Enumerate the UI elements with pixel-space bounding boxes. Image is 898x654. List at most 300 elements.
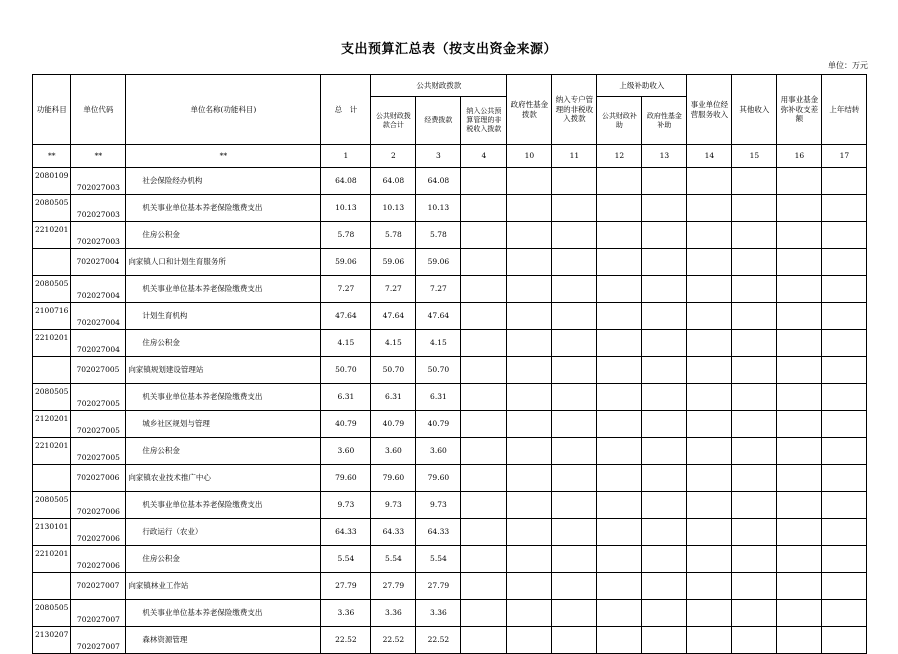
empty-cell <box>461 573 507 600</box>
empty-cell <box>461 249 507 276</box>
unit-name-cell: 计划生育机构 <box>126 303 321 330</box>
funding-cell: 64.08 <box>416 168 461 195</box>
empty-cell <box>552 249 597 276</box>
table-header <box>33 75 867 168</box>
unit-code-cell: 702027005 <box>71 438 126 465</box>
empty-cell <box>642 276 687 303</box>
empty-cell <box>642 627 687 654</box>
total-cell: 27.79 <box>321 573 371 600</box>
funding-cell: 4.15 <box>416 330 461 357</box>
empty-cell <box>597 627 642 654</box>
func-code-cell <box>33 465 71 492</box>
public-fiscal-sum-cell: 27.79 <box>371 573 416 600</box>
empty-cell <box>642 303 687 330</box>
index-cell: 13 <box>642 145 687 168</box>
unit-name-cell: 向家镇林业工作站 <box>126 573 321 600</box>
empty-cell <box>822 411 867 438</box>
empty-cell <box>777 195 822 222</box>
empty-cell <box>687 573 732 600</box>
func-code-cell: 2210201 <box>33 330 71 357</box>
budget-table <box>32 74 867 654</box>
empty-cell <box>777 546 822 573</box>
empty-cell <box>732 168 777 195</box>
empty-cell <box>552 519 597 546</box>
empty-cell <box>642 546 687 573</box>
empty-cell <box>597 384 642 411</box>
empty-cell <box>777 411 822 438</box>
table-row <box>33 627 867 654</box>
funding-cell: 50.70 <box>416 357 461 384</box>
unit-code-cell: 702027006 <box>71 519 126 546</box>
func-code-cell: 2130101 <box>33 519 71 546</box>
empty-cell <box>687 546 732 573</box>
index-cell: 16 <box>777 145 822 168</box>
unit-code-cell: 702027003 <box>71 168 126 195</box>
index-cell: 17 <box>822 145 867 168</box>
header-public-fiscal: 公共财政拨款 <box>371 75 507 97</box>
total-cell: 9.73 <box>321 492 371 519</box>
empty-cell <box>642 600 687 627</box>
unit-name-cell: 机关事业单位基本养老保险缴费支出 <box>126 276 321 303</box>
page-title: 支出预算汇总表（按支出资金来源） <box>340 42 557 57</box>
unit-name-cell: 森林资源管理 <box>126 627 321 654</box>
public-fiscal-sum-cell: 4.15 <box>371 330 416 357</box>
empty-cell <box>822 168 867 195</box>
table-row <box>33 303 867 330</box>
funding-cell: 22.52 <box>416 627 461 654</box>
total-cell: 64.08 <box>321 168 371 195</box>
unit-name-cell: 住房公积金 <box>126 438 321 465</box>
empty-cell <box>777 438 822 465</box>
total-cell: 50.70 <box>321 357 371 384</box>
empty-cell <box>777 384 822 411</box>
table-row <box>33 330 867 357</box>
index-cell: 14 <box>687 145 732 168</box>
empty-cell <box>777 222 822 249</box>
empty-cell <box>822 519 867 546</box>
func-code-cell: 2120201 <box>33 411 71 438</box>
func-code-cell: 2210201 <box>33 438 71 465</box>
unit-code-cell: 702027004 <box>71 249 126 276</box>
empty-cell <box>822 357 867 384</box>
funding-cell: 9.73 <box>416 492 461 519</box>
empty-cell <box>732 411 777 438</box>
public-fiscal-sum-cell: 47.64 <box>371 303 416 330</box>
func-code-cell: 2210201 <box>33 222 71 249</box>
public-fiscal-sum-cell: 6.31 <box>371 384 416 411</box>
funding-cell: 5.54 <box>416 546 461 573</box>
empty-cell <box>552 438 597 465</box>
empty-cell <box>461 276 507 303</box>
empty-cell <box>552 195 597 222</box>
unit-code-cell: 702027007 <box>71 627 126 654</box>
empty-cell <box>732 195 777 222</box>
empty-cell <box>732 438 777 465</box>
empty-cell <box>507 465 552 492</box>
unit-code-cell: 702027007 <box>71 600 126 627</box>
empty-cell <box>687 303 732 330</box>
header-other-income: 其他收入 <box>732 75 777 145</box>
table-row <box>33 546 867 573</box>
table-body <box>33 168 867 654</box>
total-cell: 5.54 <box>321 546 371 573</box>
empty-cell <box>552 600 597 627</box>
empty-cell <box>732 357 777 384</box>
empty-cell <box>687 438 732 465</box>
empty-cell <box>822 627 867 654</box>
table-row <box>33 276 867 303</box>
func-code-cell: 2100716 <box>33 303 71 330</box>
func-code-cell: 2080505 <box>33 276 71 303</box>
header-funding: 经费拨款 <box>416 97 461 145</box>
unit-name-cell: 向家镇规划建设管理站 <box>126 357 321 384</box>
empty-cell <box>642 384 687 411</box>
total-cell: 7.27 <box>321 276 371 303</box>
empty-cell <box>552 276 597 303</box>
empty-cell <box>822 249 867 276</box>
func-code-cell: 2130207 <box>33 627 71 654</box>
empty-cell <box>777 249 822 276</box>
empty-cell <box>597 195 642 222</box>
table-row <box>33 357 867 384</box>
public-fiscal-sum-cell: 7.27 <box>371 276 416 303</box>
unit-code-cell: 702027005 <box>71 411 126 438</box>
empty-cell <box>777 600 822 627</box>
empty-cell <box>642 357 687 384</box>
empty-cell <box>822 546 867 573</box>
empty-cell <box>732 276 777 303</box>
index-cell: ** <box>126 145 321 168</box>
empty-cell <box>461 600 507 627</box>
empty-cell <box>687 492 732 519</box>
unit-code-cell: 702027006 <box>71 465 126 492</box>
funding-cell: 64.33 <box>416 519 461 546</box>
empty-cell <box>687 330 732 357</box>
empty-cell <box>597 357 642 384</box>
public-fiscal-sum-cell: 5.54 <box>371 546 416 573</box>
empty-cell <box>642 519 687 546</box>
table-row <box>33 249 867 276</box>
table-row <box>33 465 867 492</box>
empty-cell <box>552 492 597 519</box>
unit-code-cell: 702027005 <box>71 357 126 384</box>
empty-cell <box>552 573 597 600</box>
empty-cell <box>822 222 867 249</box>
empty-cell <box>822 303 867 330</box>
index-cell: ** <box>33 145 71 168</box>
table-row <box>33 519 867 546</box>
empty-cell <box>687 384 732 411</box>
func-code-cell <box>33 573 71 600</box>
func-code-cell <box>33 249 71 276</box>
empty-cell <box>507 546 552 573</box>
empty-cell <box>552 222 597 249</box>
unit-code-cell: 702027006 <box>71 546 126 573</box>
funding-cell: 59.06 <box>416 249 461 276</box>
table-row <box>33 222 867 249</box>
empty-cell <box>642 573 687 600</box>
empty-cell <box>597 546 642 573</box>
unit-name-cell: 向家镇农业技术推广中心 <box>126 465 321 492</box>
empty-cell <box>642 222 687 249</box>
empty-cell <box>777 627 822 654</box>
empty-cell <box>732 492 777 519</box>
empty-cell <box>822 573 867 600</box>
unit-name-cell: 行政运行（农业） <box>126 519 321 546</box>
empty-cell <box>687 168 732 195</box>
func-code-cell: 2210201 <box>33 546 71 573</box>
empty-cell <box>777 357 822 384</box>
empty-cell <box>461 465 507 492</box>
empty-cell <box>461 438 507 465</box>
public-fiscal-sum-cell: 50.70 <box>371 357 416 384</box>
funding-cell: 5.78 <box>416 222 461 249</box>
header-fund-deficit: 用事业基金弥补收支差额 <box>777 75 822 145</box>
empty-cell <box>507 168 552 195</box>
empty-cell <box>552 546 597 573</box>
empty-cell <box>822 384 867 411</box>
empty-cell <box>597 168 642 195</box>
empty-cell <box>822 600 867 627</box>
empty-cell <box>597 411 642 438</box>
empty-cell <box>642 465 687 492</box>
empty-cell <box>687 357 732 384</box>
unit-name-cell: 住房公积金 <box>126 546 321 573</box>
unit-name-cell: 机关事业单位基本养老保险缴费支出 <box>126 195 321 222</box>
empty-cell <box>552 465 597 492</box>
empty-cell <box>461 330 507 357</box>
public-fiscal-sum-cell: 64.33 <box>371 519 416 546</box>
empty-cell <box>822 330 867 357</box>
total-cell: 5.78 <box>321 222 371 249</box>
header-func-code: 功能科目 <box>33 75 71 145</box>
funding-cell: 79.60 <box>416 465 461 492</box>
funding-cell: 6.31 <box>416 384 461 411</box>
empty-cell <box>507 276 552 303</box>
header-superior-subsidy: 上级补助收入 <box>597 75 687 97</box>
public-fiscal-sum-cell: 22.52 <box>371 627 416 654</box>
unit-code-cell: 702027006 <box>71 492 126 519</box>
public-fiscal-sum-cell: 3.36 <box>371 600 416 627</box>
empty-cell <box>732 384 777 411</box>
public-fiscal-sum-cell: 5.78 <box>371 222 416 249</box>
index-cell: 10 <box>507 145 552 168</box>
empty-cell <box>552 627 597 654</box>
empty-cell <box>507 600 552 627</box>
unit-label: 单位：万元 <box>828 61 868 70</box>
empty-cell <box>777 168 822 195</box>
header-gov-fund: 政府性基金拨款 <box>507 75 552 145</box>
table-row <box>33 411 867 438</box>
total-cell: 10.13 <box>321 195 371 222</box>
empty-cell <box>507 195 552 222</box>
index-cell: 2 <box>371 145 416 168</box>
unit-code-cell: 702027004 <box>71 330 126 357</box>
table-row <box>33 573 867 600</box>
empty-cell <box>642 438 687 465</box>
unit-code-cell: 702027004 <box>71 303 126 330</box>
empty-cell <box>461 222 507 249</box>
header-sub-gov-fund: 政府性基金补助 <box>642 97 687 145</box>
table-row <box>33 168 867 195</box>
index-cell: ** <box>71 145 126 168</box>
unit-code-cell: 702027003 <box>71 195 126 222</box>
empty-cell <box>507 357 552 384</box>
empty-cell <box>461 195 507 222</box>
total-cell: 64.33 <box>321 519 371 546</box>
func-code-cell: 2080109 <box>33 168 71 195</box>
empty-cell <box>461 546 507 573</box>
empty-cell <box>597 249 642 276</box>
unit-code-cell: 702027004 <box>71 276 126 303</box>
public-fiscal-sum-cell: 10.13 <box>371 195 416 222</box>
empty-cell <box>507 411 552 438</box>
empty-cell <box>552 357 597 384</box>
total-cell: 47.64 <box>321 303 371 330</box>
empty-cell <box>732 465 777 492</box>
funding-cell: 27.79 <box>416 573 461 600</box>
public-fiscal-sum-cell: 9.73 <box>371 492 416 519</box>
empty-cell <box>687 627 732 654</box>
empty-cell <box>597 438 642 465</box>
empty-cell <box>687 195 732 222</box>
empty-cell <box>597 222 642 249</box>
empty-cell <box>732 303 777 330</box>
funding-cell: 40.79 <box>416 411 461 438</box>
total-cell: 3.36 <box>321 600 371 627</box>
public-fiscal-sum-cell: 79.60 <box>371 465 416 492</box>
empty-cell <box>507 330 552 357</box>
index-cell: 1 <box>321 145 371 168</box>
empty-cell <box>507 303 552 330</box>
empty-cell <box>777 573 822 600</box>
unit-code-cell: 702027003 <box>71 222 126 249</box>
header-carryover: 上年结转 <box>822 75 867 145</box>
empty-cell <box>461 357 507 384</box>
func-code-cell <box>33 357 71 384</box>
empty-cell <box>597 492 642 519</box>
unit-name-cell: 向家镇人口和计划生育服务所 <box>126 249 321 276</box>
table-row <box>33 492 867 519</box>
empty-cell <box>732 546 777 573</box>
unit-name-cell: 城乡社区规划与管理 <box>126 411 321 438</box>
func-code-cell: 2080505 <box>33 600 71 627</box>
total-cell: 4.15 <box>321 330 371 357</box>
empty-cell <box>732 573 777 600</box>
empty-cell <box>687 600 732 627</box>
empty-cell <box>552 384 597 411</box>
empty-cell <box>597 600 642 627</box>
empty-cell <box>642 249 687 276</box>
empty-cell <box>552 168 597 195</box>
empty-cell <box>687 249 732 276</box>
empty-cell <box>552 303 597 330</box>
empty-cell <box>461 303 507 330</box>
empty-cell <box>597 573 642 600</box>
public-fiscal-sum-cell: 59.06 <box>371 249 416 276</box>
empty-cell <box>777 465 822 492</box>
empty-cell <box>642 492 687 519</box>
empty-cell <box>822 465 867 492</box>
empty-cell <box>687 222 732 249</box>
func-code-cell: 2080505 <box>33 492 71 519</box>
table-row <box>33 195 867 222</box>
empty-cell <box>507 573 552 600</box>
table-row <box>33 600 867 627</box>
public-fiscal-sum-cell: 40.79 <box>371 411 416 438</box>
unit-name-cell: 社会保险经办机构 <box>126 168 321 195</box>
header-business-income: 事业单位经营服务收入 <box>687 75 732 145</box>
unit-name-cell: 住房公积金 <box>126 330 321 357</box>
unit-name-cell: 机关事业单位基本养老保险缴费支出 <box>126 384 321 411</box>
empty-cell <box>732 330 777 357</box>
empty-cell <box>777 330 822 357</box>
empty-cell <box>597 330 642 357</box>
table-row <box>33 438 867 465</box>
empty-cell <box>597 519 642 546</box>
empty-cell <box>777 276 822 303</box>
empty-cell <box>507 249 552 276</box>
empty-cell <box>507 384 552 411</box>
empty-cell <box>461 168 507 195</box>
empty-cell <box>732 249 777 276</box>
header-unit-code: 单位代码 <box>71 75 126 145</box>
total-cell: 59.06 <box>321 249 371 276</box>
index-cell: 4 <box>461 145 507 168</box>
funding-cell: 10.13 <box>416 195 461 222</box>
empty-cell <box>687 276 732 303</box>
funding-cell: 47.64 <box>416 303 461 330</box>
empty-cell <box>777 303 822 330</box>
empty-cell <box>507 438 552 465</box>
index-cell: 11 <box>552 145 597 168</box>
header-special-nontax: 纳入专户管理的非税收入拨款 <box>552 75 597 145</box>
empty-cell <box>461 519 507 546</box>
header-included-nontax: 纳入公共预算管理的非税收入拨款 <box>461 97 507 145</box>
index-cell: 15 <box>732 145 777 168</box>
unit-code-cell: 702027007 <box>71 573 126 600</box>
empty-cell <box>461 384 507 411</box>
empty-cell <box>822 438 867 465</box>
funding-cell: 3.36 <box>416 600 461 627</box>
empty-cell <box>461 492 507 519</box>
header-public-fiscal-sum: 公共财政拨款合计 <box>371 97 416 145</box>
index-cell: 3 <box>416 145 461 168</box>
empty-cell <box>552 330 597 357</box>
total-cell: 40.79 <box>321 411 371 438</box>
empty-cell <box>822 492 867 519</box>
empty-cell <box>461 411 507 438</box>
empty-cell <box>597 465 642 492</box>
empty-cell <box>507 492 552 519</box>
total-cell: 79.60 <box>321 465 371 492</box>
empty-cell <box>822 195 867 222</box>
public-fiscal-sum-cell: 3.60 <box>371 438 416 465</box>
header-sub-public: 公共财政补助 <box>597 97 642 145</box>
empty-cell <box>461 627 507 654</box>
empty-cell <box>732 600 777 627</box>
empty-cell <box>822 276 867 303</box>
total-cell: 6.31 <box>321 384 371 411</box>
func-code-cell: 2080505 <box>33 195 71 222</box>
empty-cell <box>642 411 687 438</box>
unit-name-cell: 住房公积金 <box>126 222 321 249</box>
funding-cell: 3.60 <box>416 438 461 465</box>
unit-name-cell: 机关事业单位基本养老保险缴费支出 <box>126 600 321 627</box>
public-fiscal-sum-cell: 64.08 <box>371 168 416 195</box>
total-cell: 3.60 <box>321 438 371 465</box>
total-cell: 22.52 <box>321 627 371 654</box>
